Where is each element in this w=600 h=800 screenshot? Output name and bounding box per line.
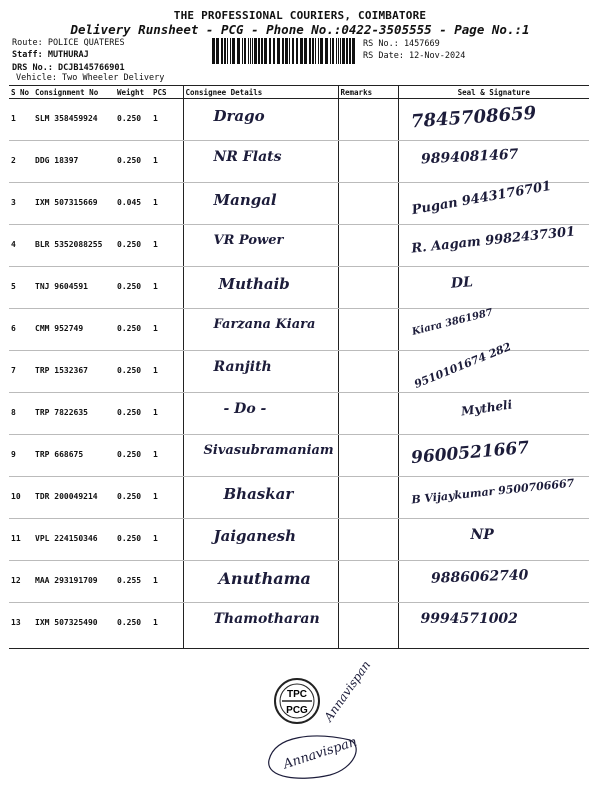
row-sno: 3	[9, 183, 33, 225]
barcode-bar	[261, 38, 263, 64]
table-row	[9, 519, 589, 561]
row-sno: 13	[9, 603, 33, 649]
row-consignment-no: TNJ 9604591	[33, 267, 115, 309]
row-signature-cell	[398, 435, 589, 477]
row-pcs: 1	[151, 393, 183, 435]
barcode-bar	[230, 38, 231, 64]
row-pcs: 1	[151, 561, 183, 603]
row-consignee-handwriting: Sivasubramaniam	[203, 443, 334, 458]
row-consignment-no: TDR 200049214	[33, 477, 115, 519]
row-pcs: 1	[151, 183, 183, 225]
row-remarks	[338, 477, 398, 519]
barcode-bar	[352, 38, 355, 64]
row-signature-cell	[398, 603, 589, 649]
row-remarks	[338, 561, 398, 603]
row-weight: 0.255	[115, 561, 151, 603]
row-pcs: 1	[151, 519, 183, 561]
row-consignment-no: CMM 952749	[33, 309, 115, 351]
row-signature-handwriting: 9994571002	[420, 611, 518, 627]
row-sno: 11	[9, 519, 33, 561]
row-weight: 0.250	[115, 351, 151, 393]
row-signature-cell	[398, 309, 589, 351]
row-consignment-no: MAA 293191709	[33, 561, 115, 603]
vehicle-label: Vehicle: Two Wheeler Delivery	[16, 73, 165, 83]
row-remarks	[338, 309, 398, 351]
row-consignee-handwriting: NR Flats	[213, 149, 282, 165]
barcode-bar	[318, 38, 319, 64]
row-signature-handwriting: NP	[470, 527, 494, 543]
row-weight: 0.250	[115, 225, 151, 267]
drs-number: DRS No.: DCJB145766901	[12, 63, 125, 73]
row-signature-handwriting: 7845708659	[409, 102, 537, 133]
row-sno: 1	[9, 99, 33, 141]
barcode-bar	[346, 38, 348, 64]
table-row	[9, 225, 589, 267]
barcode-bar	[342, 38, 345, 64]
row-consignee-handwriting: - Do -	[223, 401, 267, 417]
table-row	[9, 141, 589, 183]
stamp-text-top: TPC	[287, 689, 307, 700]
row-pcs: 1	[151, 267, 183, 309]
row-sno: 12	[9, 561, 33, 603]
stamp-text-bottom: PCG	[286, 705, 308, 716]
row-pcs: 1	[151, 99, 183, 141]
row-signature-handwriting: 9600521667	[409, 437, 530, 469]
staff-label: Staff: MUTHURAJ	[12, 50, 89, 60]
barcode-bar	[216, 38, 219, 64]
row-remarks	[338, 435, 398, 477]
row-signature-cell	[398, 99, 589, 141]
col-consignment: Consignment No	[33, 86, 115, 99]
row-remarks	[338, 99, 398, 141]
row-signature-handwriting: Mytheli	[459, 397, 513, 419]
barcode	[212, 38, 357, 64]
row-weight: 0.250	[115, 309, 151, 351]
row-consignee-cell	[183, 561, 338, 603]
row-remarks	[338, 393, 398, 435]
barcode-bar	[224, 38, 226, 64]
row-pcs: 1	[151, 351, 183, 393]
row-remarks	[338, 603, 398, 649]
row-consignment-no: IXM 507315669	[33, 183, 115, 225]
barcode-bar	[296, 38, 298, 64]
barcode-bar	[336, 38, 337, 64]
row-consignee-cell	[183, 225, 338, 267]
barcode-bar	[320, 38, 323, 64]
barcode-bar	[338, 38, 339, 64]
barcode-bar	[300, 38, 303, 64]
barcode-bar	[269, 38, 271, 64]
row-remarks	[338, 351, 398, 393]
row-consignee-cell	[183, 141, 338, 183]
table-row	[9, 351, 589, 393]
barcode-bar	[221, 38, 223, 64]
barcode-bar	[340, 38, 341, 64]
barcode-bar	[325, 38, 328, 64]
row-consignee-cell	[183, 435, 338, 477]
row-signature-cell	[398, 519, 589, 561]
row-remarks	[338, 141, 398, 183]
runsheet-table	[9, 85, 589, 649]
row-consignee-handwriting: Farzana Kiara	[213, 317, 316, 332]
row-pcs: 1	[151, 435, 183, 477]
row-signature-cell	[398, 267, 589, 309]
col-pcs: PCS	[151, 86, 183, 99]
runsheet-title: Delivery Runsheet - PCG - Phone No.:0422-3505555 - Page No.:1	[70, 22, 530, 37]
row-signature-cell	[398, 561, 589, 603]
barcode-bar	[315, 38, 316, 64]
row-signature-handwriting: Pugan 9443176701	[410, 178, 552, 219]
row-signature-handwriting: 9894081467	[420, 146, 519, 168]
row-signature-handwriting: R. Aagam 9982437301	[410, 224, 576, 257]
table-header-row	[9, 86, 589, 99]
stamp-signature: Annavispan	[321, 658, 374, 724]
row-consignee-handwriting: Anuthama	[218, 569, 311, 588]
col-weight: Weight	[115, 86, 151, 99]
row-consignee-handwriting: Ranjith	[213, 359, 272, 375]
row-pcs: 1	[151, 603, 183, 649]
barcode-bar	[312, 38, 314, 64]
row-sno: 8	[9, 393, 33, 435]
row-signature-cell	[398, 393, 589, 435]
row-pcs: 1	[151, 309, 183, 351]
barcode-bar	[227, 38, 228, 64]
barcode-bar	[277, 38, 280, 64]
row-weight: 0.250	[115, 435, 151, 477]
row-sno: 9	[9, 435, 33, 477]
row-consignee-cell	[183, 309, 338, 351]
row-consignee-cell	[183, 99, 338, 141]
table-row	[9, 477, 589, 519]
col-remarks: Remarks	[338, 86, 398, 99]
row-consignee-handwriting: Thamotharan	[213, 611, 320, 627]
barcode-bar	[242, 38, 243, 64]
barcode-bar	[212, 38, 215, 64]
col-sno: S No	[9, 86, 33, 99]
row-consignment-no: IXM 507325490	[33, 603, 115, 649]
row-remarks	[338, 267, 398, 309]
table-row	[9, 435, 589, 477]
row-signature-cell	[398, 340, 589, 393]
row-remarks	[338, 183, 398, 225]
row-consignee-handwriting: Drago	[213, 107, 265, 125]
table-row	[9, 99, 589, 141]
row-sno: 4	[9, 225, 33, 267]
barcode-bar	[332, 38, 334, 64]
row-consignee-handwriting: Bhaskar	[223, 485, 294, 503]
barcode-bar	[252, 38, 253, 64]
row-consignee-cell	[183, 519, 338, 561]
row-consignee-cell	[183, 183, 338, 225]
barcode-bar	[264, 38, 267, 64]
route-label: Route: POLICE QUATERES	[12, 38, 125, 48]
row-remarks	[338, 519, 398, 561]
row-consignee-cell	[183, 351, 338, 393]
row-sno: 7	[9, 351, 33, 393]
row-signature-cell	[398, 225, 589, 267]
company-name: THE PROFESSIONAL COURIERS, COIMBATORE	[173, 9, 427, 22]
row-weight: 0.250	[115, 99, 151, 141]
row-sno: 6	[9, 309, 33, 351]
row-pcs: 1	[151, 477, 183, 519]
barcode-bar	[273, 38, 275, 64]
barcode-bar	[349, 38, 351, 64]
row-remarks	[338, 225, 398, 267]
row-consignment-no: VPL 224150346	[33, 519, 115, 561]
barcode-bar	[292, 38, 294, 64]
barcode-bar	[244, 38, 246, 64]
row-weight: 0.250	[115, 393, 151, 435]
row-pcs: 1	[151, 225, 183, 267]
barcode-bar	[285, 38, 288, 64]
row-sno: 5	[9, 267, 33, 309]
row-consignee-handwriting: Mangal	[213, 191, 277, 209]
table-row	[9, 393, 589, 435]
row-signature-handwriting: 9510101674 282	[411, 340, 513, 391]
row-signature-handwriting: 9886062740	[430, 567, 529, 587]
table-row	[9, 561, 589, 603]
row-signature-handwriting: Kiara 3861987	[410, 307, 494, 338]
rs-date: RS Date: 12-Nov-2024	[363, 51, 466, 61]
row-weight: 0.250	[115, 267, 151, 309]
row-weight: 0.045	[115, 183, 151, 225]
row-weight: 0.250	[115, 141, 151, 183]
row-consignee-handwriting: Muthaib	[218, 275, 290, 293]
barcode-bar	[282, 38, 284, 64]
barcode-bar	[309, 38, 311, 64]
barcode-bar	[330, 38, 331, 64]
col-signature: Seal & Signature	[398, 86, 589, 99]
row-consignment-no: DDG 18397	[33, 141, 115, 183]
barcode-bar	[250, 38, 251, 64]
row-sno: 10	[9, 477, 33, 519]
barcode-bar	[248, 38, 249, 64]
barcode-bar	[232, 38, 235, 64]
barcode-bar	[289, 38, 290, 64]
row-consignee-cell	[183, 267, 338, 309]
row-consignee-handwriting: Jaiganesh	[213, 527, 297, 545]
table-row	[9, 603, 589, 649]
row-signature-handwriting: B Vijaykumar 9500706667	[410, 476, 575, 507]
row-consignee-handwriting: VR Power	[213, 233, 284, 248]
rs-number: RS No.: 1457669	[363, 39, 440, 49]
row-consignee-cell	[183, 603, 338, 649]
row-consignment-no: TRP 668675	[33, 435, 115, 477]
row-weight: 0.250	[115, 603, 151, 649]
row-consignment-no: BLR 5352088255	[33, 225, 115, 267]
row-consignee-cell	[183, 477, 338, 519]
table-row	[9, 267, 589, 309]
barcode-bar	[254, 38, 257, 64]
barcode-bar	[258, 38, 260, 64]
row-signature-cell	[398, 178, 589, 225]
row-signature-cell	[398, 477, 589, 519]
row-consignee-cell	[183, 393, 338, 435]
row-weight: 0.250	[115, 477, 151, 519]
row-pcs: 1	[151, 141, 183, 183]
row-consignment-no: TRP 1532367	[33, 351, 115, 393]
row-consignment-no: SLM 358459924	[33, 99, 115, 141]
row-sno: 2	[9, 141, 33, 183]
company-stamp	[272, 676, 322, 726]
row-signature-handwriting: DL	[449, 274, 474, 292]
row-weight: 0.250	[115, 519, 151, 561]
row-consignment-no: TRP 7822635	[33, 393, 115, 435]
table-row	[9, 183, 589, 225]
footer-signature: Annavispan	[281, 734, 359, 773]
barcode-bar	[304, 38, 307, 64]
col-consignee: Consignee Details	[183, 86, 338, 99]
barcode-bar	[237, 38, 240, 64]
row-signature-cell	[398, 141, 589, 183]
